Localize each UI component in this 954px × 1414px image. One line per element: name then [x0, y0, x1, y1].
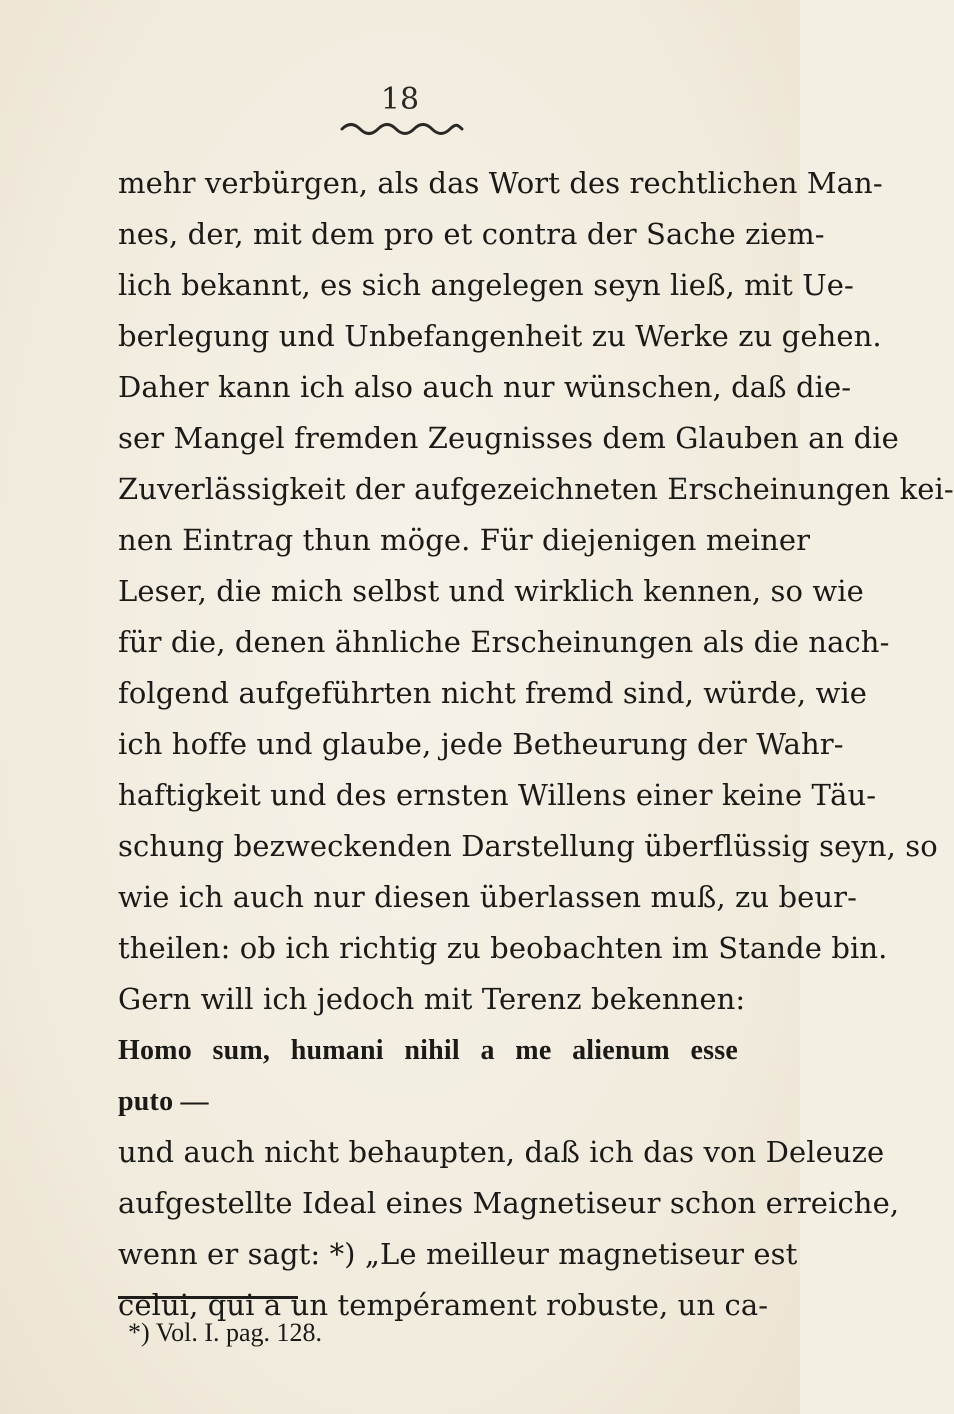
- text-line: schung bezweckenden Darstellung überflüssig seyn, so: [118, 829, 938, 863]
- text-line: berlegung und Unbefangenheit zu Werke zu gehen.: [118, 319, 882, 353]
- footnote: *) Vol. I. pag. 128.: [128, 1318, 323, 1347]
- text-line-mixed: wenn er sagt: *) „Le meilleur magnetiseur est: [118, 1237, 798, 1271]
- page-number: 18: [380, 82, 420, 117]
- text-line: Leser, die mich selbst und wirklich kennen, so wie: [118, 574, 864, 608]
- text-line: für die, denen ähnliche Erscheinungen als die nach-: [118, 625, 890, 659]
- text-line: haftigkeit und des ernsten Willens einer keine Täu-: [118, 778, 877, 812]
- text-line: theilen: ob ich richtig zu beobachten im Stande bin.: [118, 931, 888, 965]
- text-line: und auch nicht behaupten, daß ich das von Deleuze: [118, 1135, 885, 1169]
- text-line: mehr verbürgen, als das Wort des rechtlichen Man-: [118, 166, 883, 200]
- text-line: wie ich auch nur diesen überlassen muß, zu beur-: [118, 880, 858, 914]
- text-line: aufgestellte Ideal eines Magnetiseur schon erreiche,: [118, 1186, 900, 1220]
- text-line: ser Mangel fremden Zeugnisses dem Glauben an die: [118, 421, 899, 455]
- latin-quote-line: Homo sum, humani nihil a me alienum esse: [118, 1035, 738, 1066]
- latin-quote-line: puto —: [118, 1086, 209, 1117]
- text-line: nen Eintrag thun möge. Für diejenigen meiner: [118, 523, 811, 557]
- main-text: [118, 158, 954, 1331]
- text-line: lich bekannt, es sich angelegen seyn ließ, mit Ue-: [118, 268, 854, 302]
- ornament-divider: [340, 122, 464, 136]
- footnote-rule: [118, 1296, 298, 1299]
- text-line: Daher kann ich also auch nur wünschen, daß die-: [118, 370, 852, 404]
- text-line-mixed: celui, qui a un tempérament robuste, un ca-: [118, 1288, 769, 1322]
- text-line: Gern will ich jedoch mit Terenz bekennen:: [118, 982, 746, 1016]
- text-line: Zuverlässigkeit der aufgezeichneten Erscheinungen kei-: [118, 472, 954, 506]
- text-line: folgend aufgeführten nicht fremd sind, würde, wie: [118, 676, 868, 710]
- text-line: nes, der, mit dem pro et contra der Sache ziem-: [118, 217, 825, 251]
- text-line: ich hoffe und glaube, jede Betheurung der Wahr-: [118, 727, 844, 761]
